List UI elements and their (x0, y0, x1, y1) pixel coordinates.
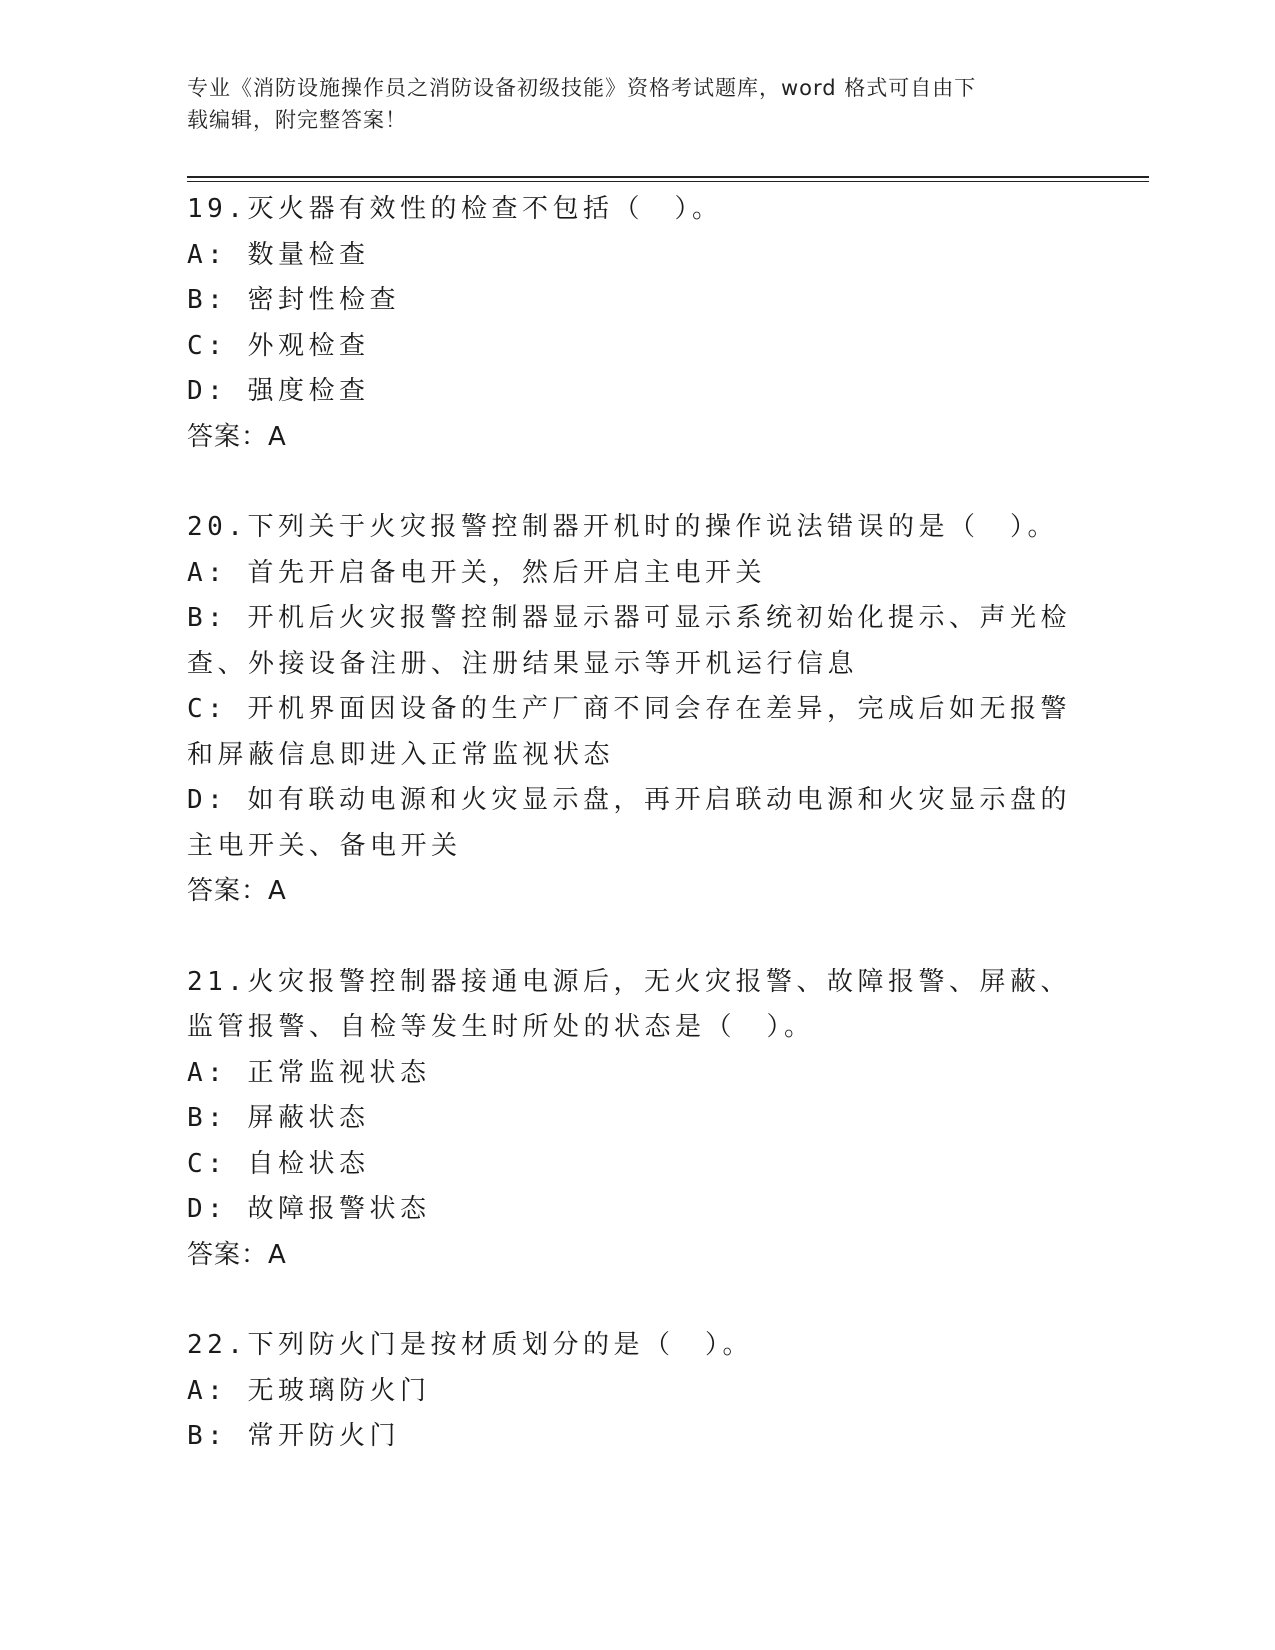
answer: 答案：A (187, 1239, 287, 1270)
option-d: D: 故障报警状态 (187, 1194, 431, 1224)
option-c: C: 自检状态 (187, 1148, 370, 1179)
header-divider-thin (187, 181, 1149, 182)
question-22 (187, 1323, 1077, 1460)
option-b: B: 开机后火灾报警控制器显示器可显示系统初始化提示、声光检查、外接设备注册、注册结果显示等开机运行信息 (187, 603, 1071, 679)
answer: 答案：A (187, 421, 287, 452)
option-c: C: 外观检查 (187, 330, 370, 361)
document-header (187, 72, 1067, 136)
question-20 (187, 505, 1077, 915)
option-b: B: 常开防火门 (187, 1421, 400, 1451)
question-stem: 20.下列关于火灾报警控制器开机时的操作说法错误的是（ ）。 (187, 512, 1058, 542)
option-a: A: 首先开启备电开关，然后开启主电开关 (187, 557, 766, 588)
option-c: C: 开机界面因设备的生产厂商不同会存在差异，完成后如无报警和屏蔽信息即进入正常监视状态 (187, 694, 1071, 770)
header-divider-thick (187, 176, 1149, 178)
answer: 答案：A (187, 876, 287, 906)
option-d: D: 如有联动电源和火灾显示盘，再开启联动电源和火灾显示盘的主电开关、备电开关 (187, 785, 1071, 861)
option-a: A: 数量检查 (187, 239, 370, 270)
option-a: A: 正常监视状态 (187, 1057, 431, 1088)
option-a: A: 无玻璃防火门 (187, 1375, 431, 1406)
header-line-2: 载编辑，附完整答案！ (187, 108, 407, 132)
question-19 (187, 187, 1077, 460)
question-stem: 21.火灾报警控制器接通电源后，无火灾报警、故障报警、屏蔽、监管报警、自检等发生时所处的状态是（ ）。 (187, 966, 1071, 1042)
question-stem: 19.灭火器有效性的检查不包括（ ）。 (187, 194, 723, 224)
question-stem: 22.下列防火门是按材质划分的是（ ）。 (187, 1330, 753, 1360)
question-list (187, 187, 1077, 1505)
question-21 (187, 960, 1077, 1279)
option-b: B: 密封性检查 (187, 285, 400, 315)
option-d: D: 强度检查 (187, 376, 370, 406)
header-line-1: 专业《消防设施操作员之消防设备初级技能》资格考试题库，word 格式可自由下 (187, 76, 977, 100)
option-b: B: 屏蔽状态 (187, 1103, 370, 1133)
